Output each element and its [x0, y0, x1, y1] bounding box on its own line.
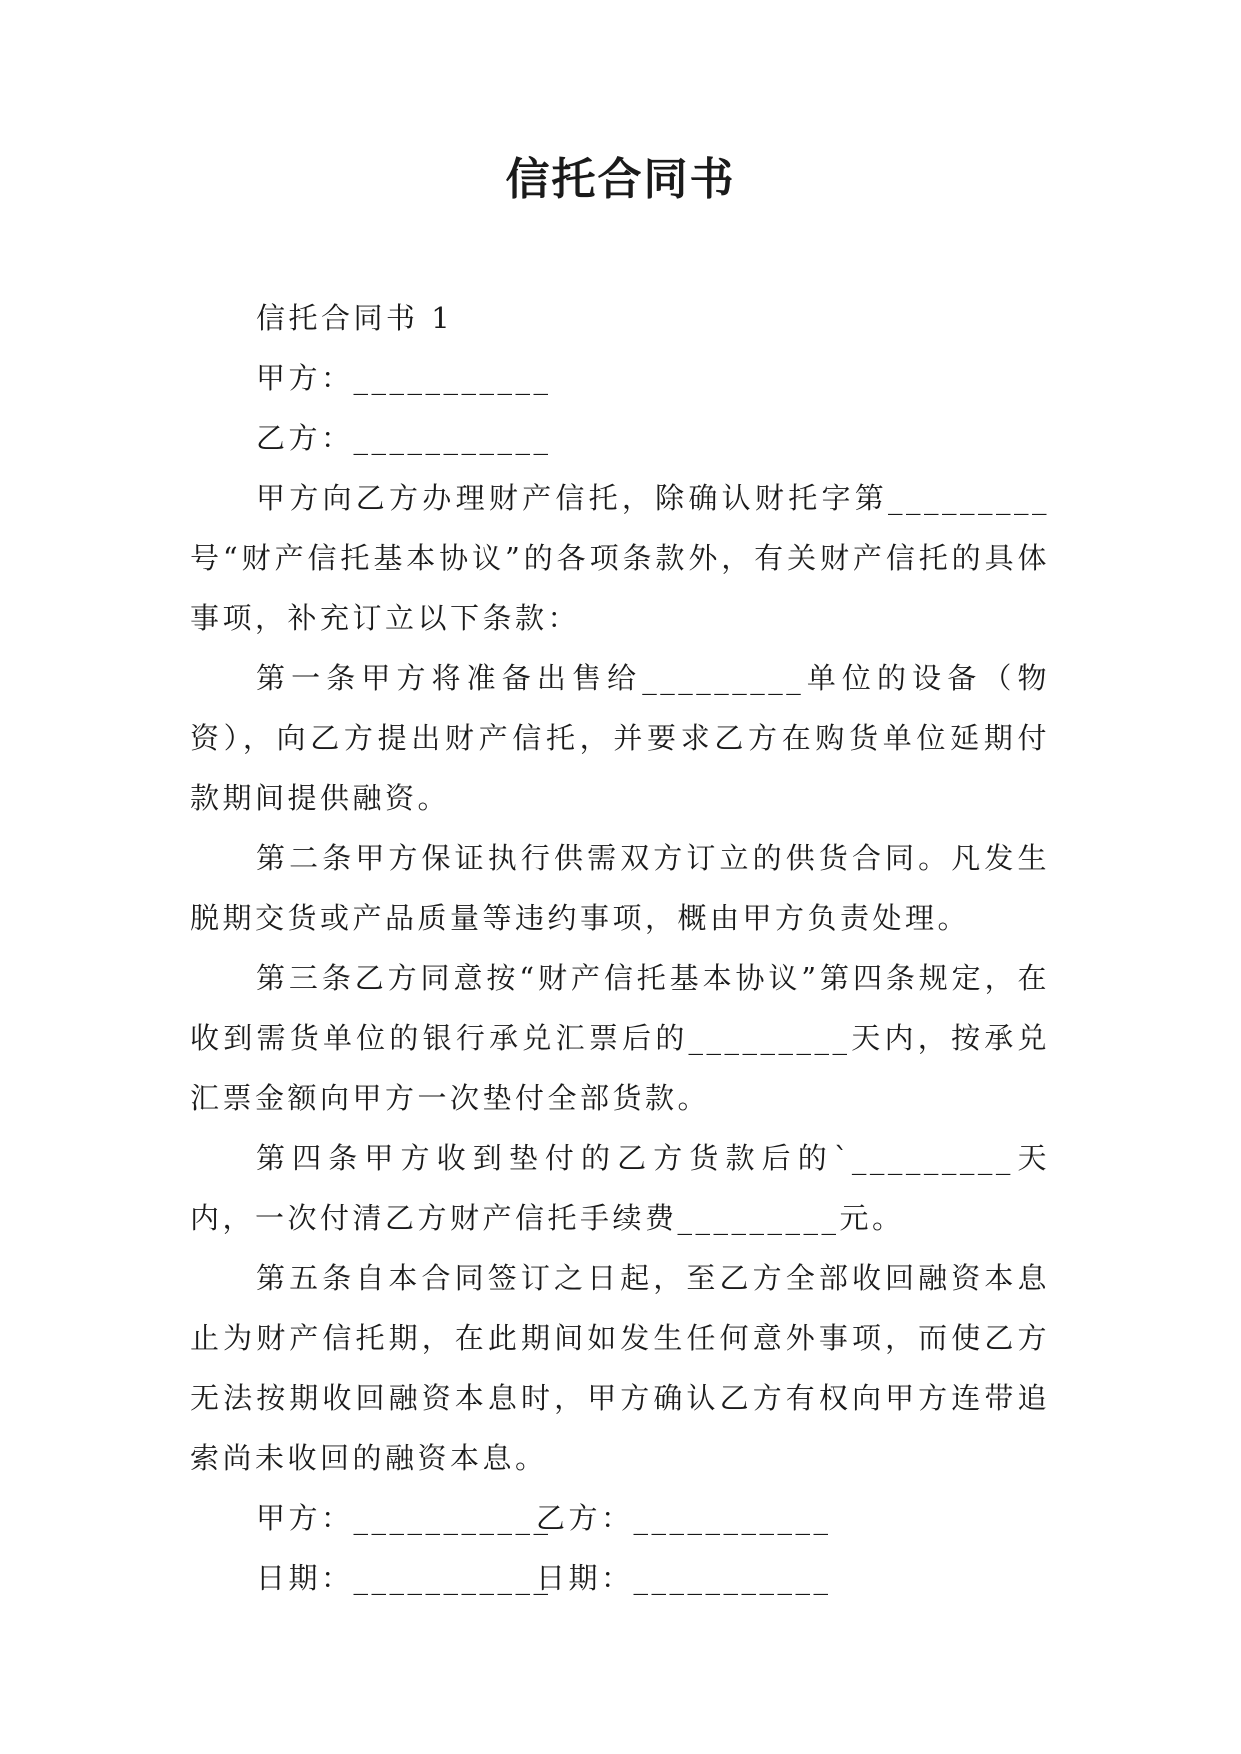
document-title: 信托合同书 [505, 154, 736, 205]
sign-party-a: 甲方：___________ [256, 1501, 552, 1535]
sign-party-b: 乙方：___________ [536, 1501, 832, 1535]
document-body [190, 288, 1050, 1608]
article-5: 第五条自本合同签订之日起，至乙方全部收回融资本息止为财产信托期，在此期间如发生任何意外事项，而使乙方无法按期收回融资本息时，甲方确认乙方有权向甲方连带追索尚未收回的融资本息。 [190, 1261, 1050, 1475]
party-b-line: 乙方：___________ [256, 421, 552, 455]
article-3: 第三条乙方同意按“财产信托基本协议”第四条规定，在收到需货单位的银行承兑汇票后的_________天内，按承兑汇票金额向甲方一次垫付全部货款。 [190, 961, 1050, 1115]
sign-date-b: 日期：___________ [536, 1561, 832, 1595]
party-a-line: 甲方：___________ [256, 361, 552, 395]
subtitle: 信托合同书 1 [256, 301, 454, 335]
article-2: 第二条甲方保证执行供需双方订立的供货合同。凡发生脱期交货或产品质量等违约事项，概由甲方负责处理。 [190, 841, 1050, 935]
article-4: 第四条甲方收到垫付的乙方货款后的`_________天内，一次付清乙方财产信托手续费_________元。 [190, 1141, 1050, 1235]
intro-paragraph: 甲方向乙方办理财产信托，除确认财托字第_________号“财产信托基本协议”的各项条款外，有关财产信托的具体事项，补充订立以下条款： [190, 481, 1050, 635]
signature-row [190, 1488, 1050, 1548]
sign-date-a: 日期：___________ [256, 1561, 552, 1595]
article-1: 第一条甲方将准备出售给_________单位的设备（物资），向乙方提出财产信托，并要求乙方在购货单位延期付款期间提供融资。 [190, 661, 1050, 815]
date-row [190, 1548, 1050, 1608]
